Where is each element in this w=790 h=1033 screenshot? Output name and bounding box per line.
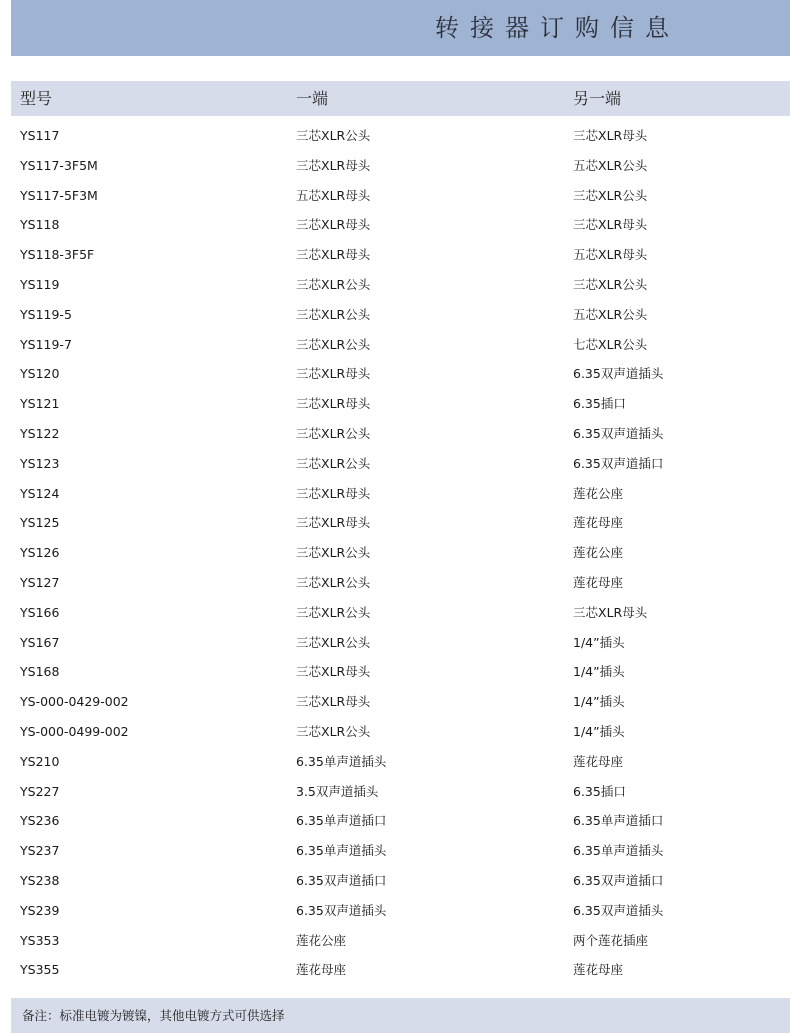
table-row (11, 866, 790, 896)
cell-end-a: 莲花公座 (296, 932, 347, 948)
table-row (11, 210, 790, 240)
cell-end-a: 三芯XLR公头 (296, 634, 371, 650)
cell-model: YS118 (20, 217, 60, 233)
cell-end-b: 6.35双声道插头 (573, 366, 664, 382)
cell-model: YS238 (20, 872, 60, 888)
footer-note-bar (11, 998, 790, 1033)
table-row (11, 598, 790, 628)
cell-end-b: 6.35单声道插头 (573, 843, 664, 859)
cell-end-a: 三芯XLR母头 (296, 485, 371, 501)
table-row (11, 687, 790, 717)
table-row (11, 508, 790, 538)
cell-model: YS227 (20, 783, 60, 799)
cell-end-a: 三芯XLR公头 (296, 574, 371, 590)
cell-end-a: 三芯XLR母头 (296, 217, 371, 233)
cell-end-b: 1/4”插头 (573, 634, 625, 650)
table-row (11, 300, 790, 330)
cell-model: YS119-7 (20, 336, 72, 352)
cell-model: YS119-5 (20, 306, 72, 322)
cell-model: YS239 (20, 902, 60, 918)
cell-end-b: 三芯XLR公头 (573, 276, 648, 292)
cell-end-a: 6.35双声道插头 (296, 902, 387, 918)
cell-end-a: 三芯XLR公头 (296, 306, 371, 322)
table-row (11, 717, 790, 747)
cell-end-a: 五芯XLR母头 (296, 187, 371, 203)
cell-model: YS127 (20, 574, 60, 590)
cell-model: YS124 (20, 485, 60, 501)
table-row (11, 359, 790, 389)
cell-end-a: 三芯XLR公头 (296, 455, 371, 471)
table-body (11, 121, 790, 985)
page-title: 转接器订购信息 (435, 14, 680, 42)
cell-end-b: 6.35插口 (573, 396, 626, 412)
table-row (11, 389, 790, 419)
cell-end-b: 1/4”插头 (573, 723, 625, 739)
table-row (11, 121, 790, 151)
column-header-end-b: 另一端 (573, 89, 622, 108)
cell-end-a: 6.35单声道插头 (296, 753, 387, 769)
cell-end-b: 6.35双声道插头 (573, 425, 664, 441)
cell-end-a: 三芯XLR公头 (296, 276, 371, 292)
cell-end-a: 三芯XLR公头 (296, 545, 371, 561)
cell-end-a: 三芯XLR公头 (296, 723, 371, 739)
cell-end-a: 6.35单声道插口 (296, 813, 387, 829)
table-row (11, 747, 790, 777)
cell-model: YS237 (20, 843, 60, 859)
table-row (11, 568, 790, 598)
cell-model: YS117-5F3M (20, 187, 98, 203)
column-header-model: 型号 (20, 89, 53, 108)
cell-end-b: 6.35双声道插口 (573, 872, 664, 888)
cell-end-a: 6.35双声道插口 (296, 872, 387, 888)
table-row (11, 806, 790, 836)
cell-end-b: 三芯XLR母头 (573, 217, 648, 233)
cell-end-b: 五芯XLR公头 (573, 157, 648, 173)
cell-end-a: 三芯XLR母头 (296, 515, 371, 531)
cell-model: YS210 (20, 753, 60, 769)
title-banner (11, 0, 790, 56)
table-row (11, 777, 790, 807)
table-row (11, 240, 790, 270)
cell-model: YS236 (20, 813, 60, 829)
table-row (11, 419, 790, 449)
cell-model: YS121 (20, 396, 60, 412)
cell-end-a: 三芯XLR公头 (296, 128, 371, 143)
cell-end-a: 三芯XLR母头 (296, 396, 371, 412)
cell-end-a: 三芯XLR公头 (296, 604, 371, 620)
cell-end-b: 莲花公座 (573, 485, 624, 501)
cell-end-b: 莲花母座 (573, 962, 624, 978)
cell-end-b: 6.35单声道插口 (573, 813, 664, 829)
cell-end-a: 三芯XLR母头 (296, 694, 371, 710)
footer-note: 备注：标准电镀为镀镍，其他电镀方式可供选择 (22, 1008, 285, 1023)
cell-model: YS-000-0429-002 (20, 694, 129, 710)
cell-model: YS168 (20, 664, 60, 680)
cell-end-a: 莲花母座 (296, 962, 347, 978)
cell-model: YS117 (20, 128, 60, 143)
cell-model: YS-000-0499-002 (20, 723, 129, 739)
table-row (11, 181, 790, 211)
cell-end-b: 莲花母座 (573, 515, 624, 531)
cell-model: YS122 (20, 425, 60, 441)
cell-end-a: 三芯XLR公头 (296, 336, 371, 352)
cell-end-b: 莲花公座 (573, 545, 624, 561)
cell-end-b: 七芯XLR公头 (573, 336, 648, 352)
table-row (11, 926, 790, 956)
table-row (11, 896, 790, 926)
table-row (11, 151, 790, 181)
cell-model: YS118-3F5F (20, 247, 95, 263)
cell-model: YS167 (20, 634, 60, 650)
cell-model: YS355 (20, 962, 60, 978)
cell-model: YS119 (20, 276, 60, 292)
table-row (11, 479, 790, 509)
cell-end-a: 三芯XLR公头 (296, 425, 371, 441)
cell-end-b: 6.35双声道插口 (573, 455, 664, 471)
cell-end-b: 6.35插口 (573, 783, 626, 799)
table-row (11, 955, 790, 985)
cell-end-b: 五芯XLR公头 (573, 306, 648, 322)
table-row (11, 449, 790, 479)
cell-end-b: 五芯XLR母头 (573, 247, 648, 263)
cell-end-a: 3.5双声道插头 (296, 783, 379, 799)
cell-end-b: 三芯XLR公头 (573, 187, 648, 203)
cell-end-b: 三芯XLR母头 (573, 604, 648, 620)
cell-end-b: 三芯XLR母头 (573, 128, 648, 143)
table-header (11, 81, 790, 116)
cell-model: YS166 (20, 604, 60, 620)
cell-end-b: 1/4”插头 (573, 664, 625, 680)
cell-end-b: 莲花母座 (573, 753, 624, 769)
cell-model: YS123 (20, 455, 60, 471)
cell-model: YS125 (20, 515, 60, 531)
cell-model: YS120 (20, 366, 60, 382)
cell-end-b: 两个莲花插座 (573, 932, 649, 948)
table-row (11, 628, 790, 658)
cell-end-a: 6.35单声道插头 (296, 843, 387, 859)
cell-end-b: 莲花母座 (573, 574, 624, 590)
cell-model: YS126 (20, 545, 60, 561)
column-header-end-a: 一端 (296, 89, 329, 108)
table-row (11, 270, 790, 300)
cell-end-b: 1/4”插头 (573, 694, 625, 710)
table-row (11, 657, 790, 687)
cell-end-b: 6.35双声道插头 (573, 902, 664, 918)
cell-end-a: 三芯XLR母头 (296, 157, 371, 173)
cell-model: YS353 (20, 932, 60, 948)
cell-model: YS117-3F5M (20, 157, 98, 173)
cell-end-a: 三芯XLR母头 (296, 664, 371, 680)
table-row (11, 836, 790, 866)
table-row (11, 538, 790, 568)
cell-end-a: 三芯XLR母头 (296, 247, 371, 263)
cell-end-a: 三芯XLR母头 (296, 366, 371, 382)
table-row (11, 330, 790, 360)
